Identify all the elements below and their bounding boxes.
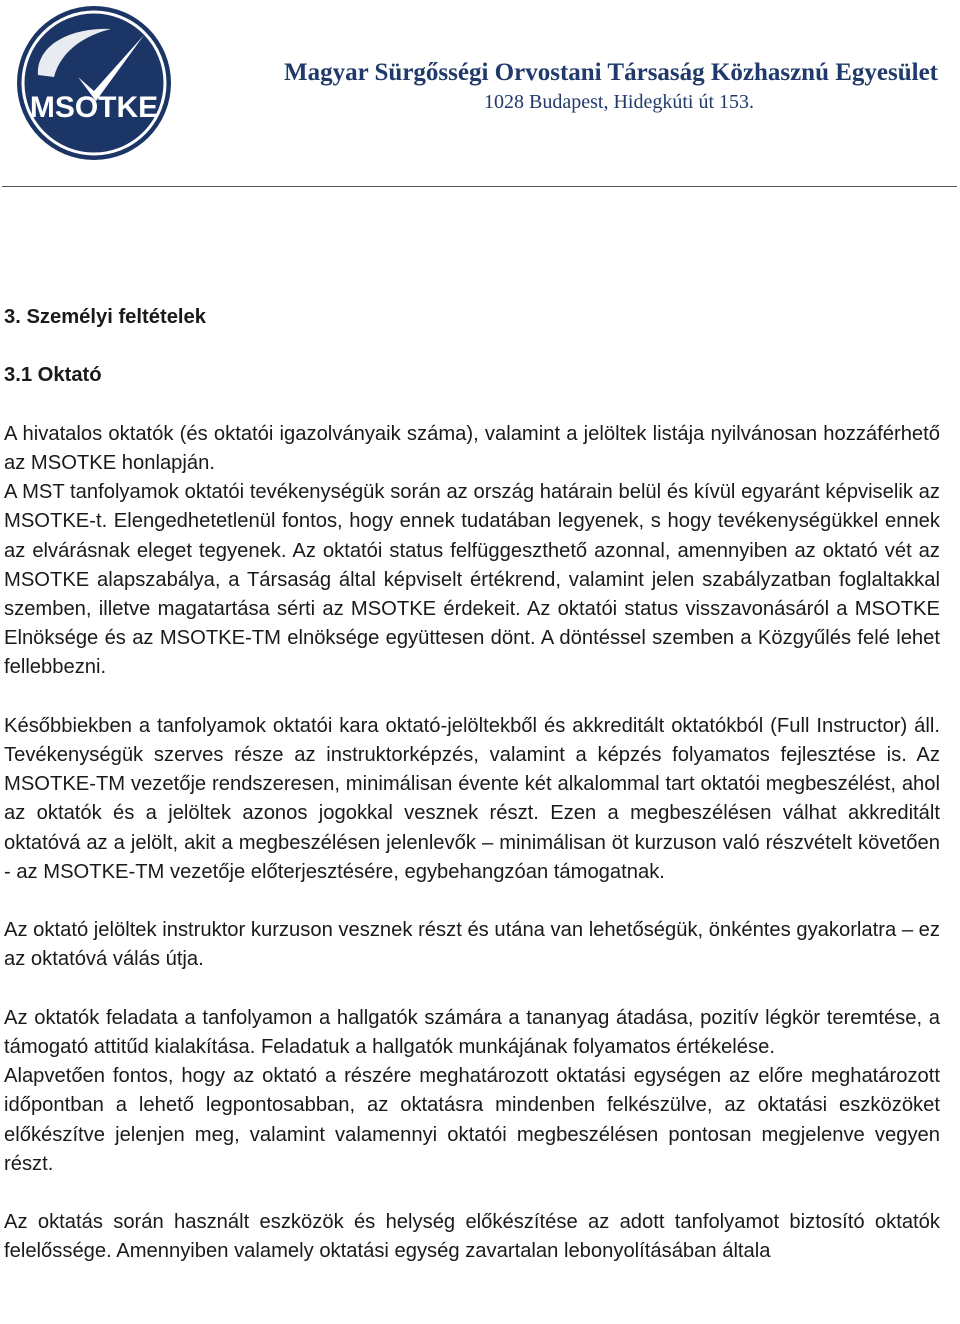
paragraph: Az oktatók feladata a tanfolyamon a hallgatók számára a tananyag átadása, pozitív légkör teremtése, a támogató attitűd kialakítása. Feladatuk a hallgatók munkájának folyamatos értékelése. [4, 1006, 940, 1058]
section-title: 3. Személyi feltételek [4, 306, 206, 328]
header-divider [2, 186, 957, 187]
subsection-title: 3.1 Oktató [4, 364, 102, 387]
document-body [4, 303, 940, 1267]
msotke-logo [16, 5, 172, 161]
logo-text: MSOTKE [29, 91, 159, 124]
spacer [4, 683, 940, 712]
spacer [4, 887, 940, 916]
spacer [4, 975, 940, 1004]
paragraph: Alapvetően fontos, hogy az oktató a részére meghatározott oktatási egységen az előre meghatározott időpontban a lehető legpontosabban, az oktatásra mindenben felkészülve, az oktatási eszközöket előkészítve jelenjen meg, valamint valamennyi oktatói megbeszélésen pontosan megjelenve vegyen részt. [4, 1065, 940, 1175]
paragraph: A MST tanfolyamok oktatói tevékenységük során az ország határain belül és kívül egyaránt képviselik az MSOTKE-t. Elengedhetetlenül fontos, hogy ennek tudatában legyenek, s hogy tevékenységükkel ennek az elvárásnak eleget tegyenek. Az oktatói status felfüggeszthető azonnal, amennyiben az oktató vét az MSOTKE alapszabálya, a Társaság által képviselt értékrend, valamint jelen szabályzatban foglaltakkal szemben, illetve magatartása sérti az MSOTKE érdekeit. Az oktatói status visszavonásáról a MSOTKE Elnöksége és az MSOTKE-TM elnöksége együttesen dönt. A döntéssel szemben a Közgyűlés felé lehet fellebbezni. [4, 481, 940, 679]
spacer [4, 391, 940, 420]
letterhead [0, 0, 960, 190]
paragraph: Későbbiekben a tanfolyamok oktatói kara oktató-jelöltekből és akkreditált oktatókból (Full Instructor) áll. Tevékenységük szerves része az instruktorképzés, valamint a képzés folyamatos fejlesztése is. Az MSOTKE-TM vezetője rendszeresen, minimálisan évente két alkalommal tart oktatói megbeszélést, ahol az oktatók és a jelöltek azonos jogokkal vesznek részt. Ezen a megbeszélésen válhat akkreditált oktatóvá az a jelölt, akit a megbeszélésen jelenlevők – minimálisan öt kurzuson való részvételt követően - az MSOTKE-TM vezetője előterjesztésére, egybehangzóan támogatnak. [4, 714, 940, 883]
spacer [4, 1179, 940, 1208]
organization-info [284, 58, 938, 116]
organization-name: Magyar Sürgősségi Orvostani Társaság Közhasznú Egyesület [284, 59, 938, 86]
paragraph: Az oktató jelöltek instruktor kurzuson vesznek részt és utána van lehetőségük, önkéntes gyakorlatra – ez az oktatóvá válás útja. [4, 919, 940, 971]
paragraph: Az oktatás során használt eszközök és helység előkészítése az adott tanfolyamot biztosító oktatók felelőssége. Amennyiben valamely oktatási egység zavartalan lebonyolításában általa [4, 1211, 940, 1263]
spacer [4, 332, 940, 361]
organization-address: 1028 Budapest, Hidegkúti út 153. [484, 91, 755, 113]
paragraph: A hivatalos oktatók (és oktatói igazolványaik száma), valamint a jelöltek listája nyilvánosan hozzáférhető az MSOTKE honlapján. [4, 422, 940, 474]
